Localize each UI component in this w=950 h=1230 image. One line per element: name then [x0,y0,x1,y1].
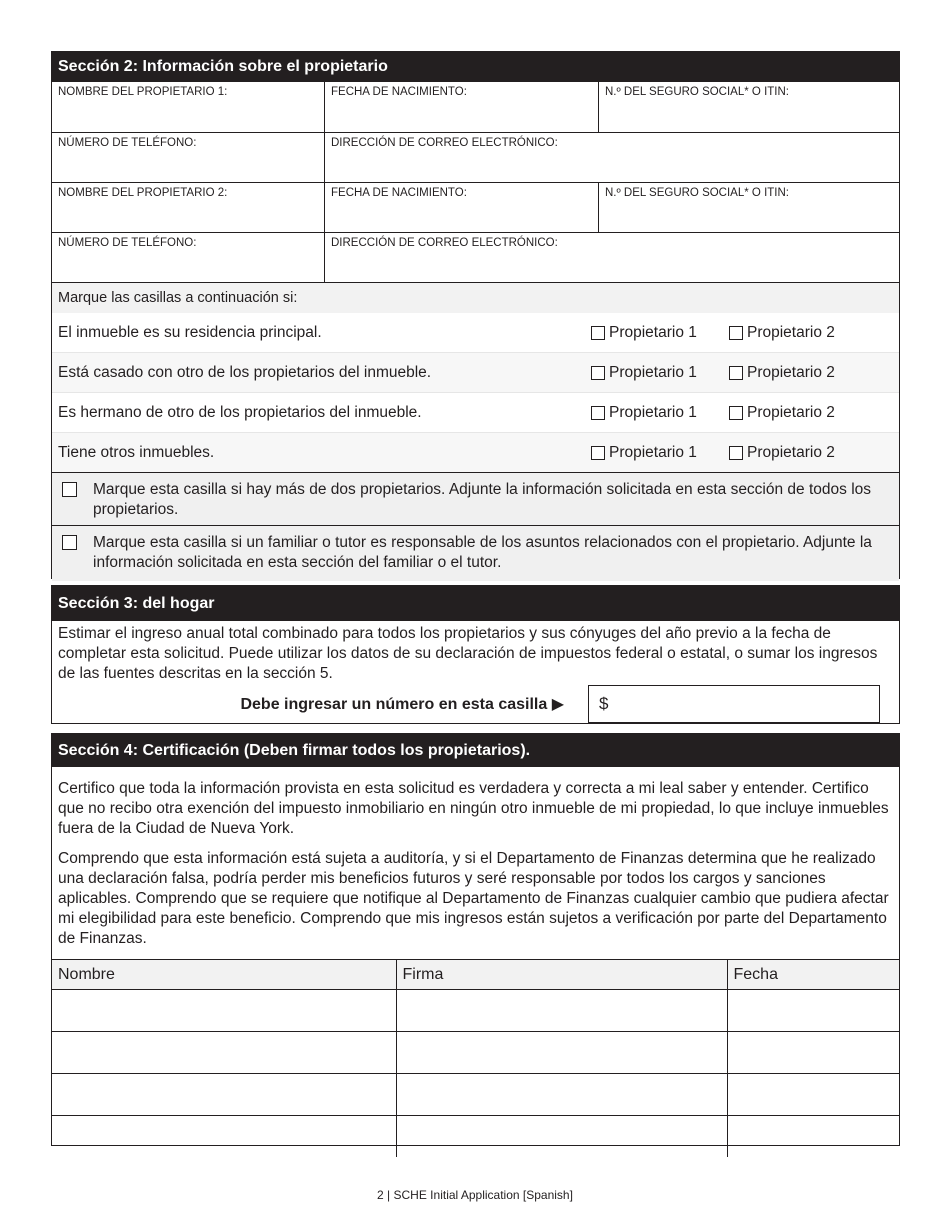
checkbox-label: Propietario 1 [609,363,697,381]
name-cell[interactable] [52,1116,396,1158]
section-4 [51,733,900,1146]
name-cell[interactable] [52,1074,396,1116]
checkbox-icon[interactable] [729,406,743,420]
owner1-name-label: NOMBRE DEL PROPIETARIO 1: [58,86,228,98]
checkbox-label: Propietario 2 [747,363,835,381]
owner1-phone-field[interactable] [52,133,324,182]
income-row [52,684,899,724]
question-text: El inmueble es su residencia principal. [58,323,322,341]
owner1-phone-label: NÚMERO DE TELÉFONO: [58,137,197,149]
owner2-row [52,182,899,232]
section-3 [51,585,900,724]
checkbox-icon[interactable] [591,406,605,420]
owner2-dob-label: FECHA DE NACIMIENTO: [331,187,467,199]
signature-row [52,1116,899,1158]
owner2-dob-field[interactable] [324,183,598,232]
section-3-title: Sección 3: del hogar [52,586,899,621]
owner1-dob-label: FECHA DE NACIMIENTO: [331,86,467,98]
signature-cell[interactable] [396,1032,727,1074]
signature-row [52,1074,899,1116]
checkbox-label: Propietario 1 [609,323,697,341]
checkbox-icon[interactable] [729,446,743,460]
signature-header-row [52,960,899,990]
date-cell[interactable] [727,990,899,1032]
signature-cell[interactable] [396,990,727,1032]
date-cell[interactable] [727,1032,899,1074]
guardian-note: Marque esta casilla si un familiar o tutor es responsable de los asuntos relacionados con el propietario. Adjunte la información solicitada en esta sección del familiar o el tutor. [93,534,872,571]
checkbox-label: Propietario 2 [747,443,835,461]
checkbox-icon[interactable] [591,446,605,460]
more-owners-note: Marque esta casilla si hay más de dos propietarios. Adjunte la información solicitada en esta sección de todos los propietarios. [93,481,872,518]
name-cell[interactable] [52,1032,396,1074]
question-row-married [52,352,899,392]
checkbox-owner1[interactable] [591,324,729,342]
checkbox-icon[interactable] [591,326,605,340]
income-description: Estimar el ingreso anual total combinado para todos los propietarios y sus cónyuges del año previo a la fecha de completar esta solicitud. Puede utilizar los datos de su declaración de impuestos federal o estatal, o sumar los ingresos de las fuentes descritas en la sección 5. [58,625,878,682]
name-cell[interactable] [52,990,396,1032]
owner2-name-field[interactable] [52,183,324,232]
owner1-ssn-field[interactable] [598,82,899,132]
section-4-title: Sección 4: Certificación (Deben firmar todos los propietarios). [52,734,899,767]
question-row-primary-residence [52,313,899,352]
question-row-other-properties [52,432,899,472]
signature-row [52,990,899,1032]
checkbox-icon[interactable] [591,366,605,380]
column-header-name: Nombre [52,960,396,990]
checkbox-owner2[interactable] [729,444,867,462]
checkbox-label: Propietario 2 [747,323,835,341]
checkbox-owner2[interactable] [729,404,867,422]
question-text: Está casado con otro de los propietarios del inmueble. [58,363,432,381]
mark-boxes-heading: Marque las casillas a continuación si: [52,282,899,313]
date-cell[interactable] [727,1116,899,1158]
owner1-email-label: DIRECCIÓN DE CORREO ELECTRÓNICO: [331,137,558,149]
checkbox-owner2[interactable] [729,324,867,342]
question-row-sibling [52,392,899,432]
owner2-contact-row [52,232,899,282]
certification-paragraph-2: Comprendo que esta información está sujeta a auditoría, y si el Departamento de Finanzas determina que he realizado una declaración falsa, podría perder mis beneficios futuros y seré responsable por todos los cargos y sanciones aplicables. Comprendo que se requiere que notifique al Departamento de Finanzas cualquier cambio que pudiera afectar mi elegibilidad para este beneficio. Comprendo que mis ingresos están sujetos a verificación por parte del Departamento de Finanzas. [58,850,889,947]
more-owners-checkbox[interactable] [62,482,77,497]
owner1-ssn-label: N.º DEL SEGURO SOCIAL* O ITIN: [605,86,789,98]
checkbox-label: Propietario 2 [747,403,835,421]
more-owners-row [52,472,899,525]
checkbox-icon[interactable] [729,326,743,340]
question-text: Tiene otros inmuebles. [58,443,215,461]
owner2-ssn-field[interactable] [598,183,899,232]
owner1-row [52,82,899,132]
owner1-email-field[interactable] [324,133,899,182]
column-header-signature: Firma [396,960,727,990]
owner2-email-label: DIRECCIÓN DE CORREO ELECTRÓNICO: [331,237,558,249]
signature-cell[interactable] [396,1074,727,1116]
owner1-dob-field[interactable] [324,82,598,132]
guardian-row [52,525,899,581]
owner2-phone-label: NÚMERO DE TELÉFONO: [58,237,197,249]
page-footer: 2 | SCHE Initial Application [Spanish] [377,1188,573,1202]
checkbox-icon[interactable] [729,366,743,380]
signature-table [52,959,899,1157]
checkbox-owner2[interactable] [729,364,867,382]
section-2-title: Sección 2: Información sobre el propietario [52,52,899,82]
income-input[interactable] [588,685,880,723]
signature-row [52,1032,899,1074]
checkbox-owner1[interactable] [591,444,729,462]
checkbox-label: Propietario 1 [609,443,697,461]
owner2-email-field[interactable] [324,233,899,282]
checkbox-label: Propietario 1 [609,403,697,421]
section-2 [51,51,900,579]
owner2-name-label: NOMBRE DEL PROPIETARIO 2: [58,187,228,199]
checkbox-owner1[interactable] [591,364,729,382]
column-header-date: Fecha [727,960,899,990]
certification-paragraph-1: Certifico que toda la información provista en esta solicitud es verdadera y correcta a mi leal saber y entender. Certifico que no recibo otra exención del impuesto inmobiliario en ningún otro inmueble de mi propiedad, lo que incluye inmuebles fuera de la Ciudad de Nueva York. [58,780,889,837]
signature-cell[interactable] [396,1116,727,1158]
dollar-sign: $ [599,694,609,713]
income-label: Debe ingresar un número en esta casilla ▶ [240,696,564,713]
owner2-phone-field[interactable] [52,233,324,282]
owner1-name-field[interactable] [52,82,324,132]
question-text: Es hermano de otro de los propietarios del inmueble. [58,403,422,421]
guardian-checkbox[interactable] [62,535,77,550]
owner1-contact-row [52,132,899,182]
date-cell[interactable] [727,1074,899,1116]
owner2-ssn-label: N.º DEL SEGURO SOCIAL* O ITIN: [605,187,789,199]
checkbox-owner1[interactable] [591,404,729,422]
